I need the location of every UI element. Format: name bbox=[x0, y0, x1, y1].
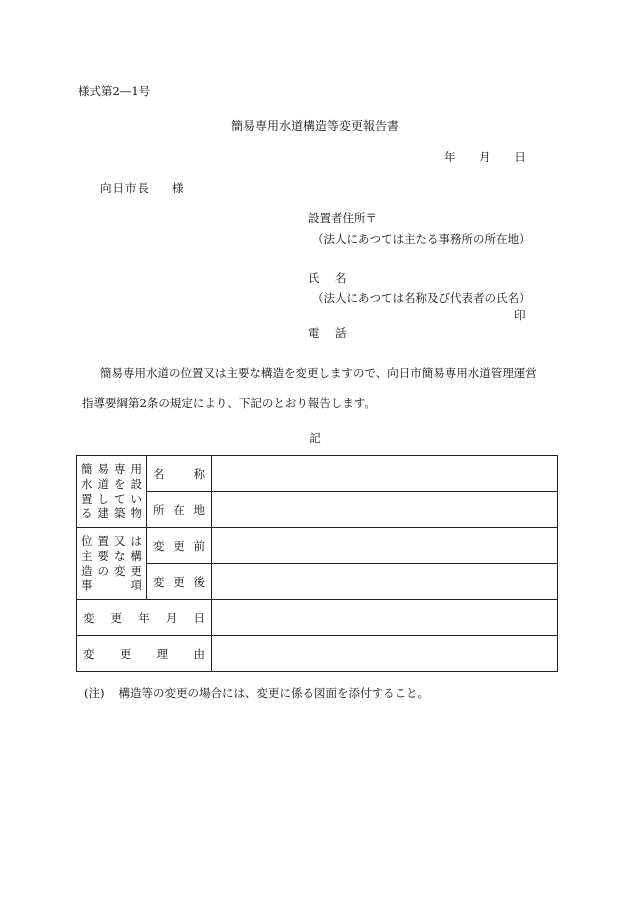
building-group-label: 簡易専用水道を設置している建築物 bbox=[77, 456, 147, 528]
table-row-reason bbox=[77, 636, 558, 672]
name-label-char: 称 bbox=[193, 466, 205, 481]
date-month: 月 bbox=[479, 150, 491, 164]
change-reason-value-cell[interactable] bbox=[212, 636, 558, 672]
after-label-char: 更 bbox=[173, 574, 185, 589]
before-value-cell[interactable] bbox=[212, 528, 558, 564]
note-text: 構造等の変更の場合には、変更に係る図面を添付すること。 bbox=[118, 686, 429, 700]
change-reason-char: 変 bbox=[83, 646, 95, 661]
table-row-after bbox=[77, 564, 558, 600]
table-row-before bbox=[77, 528, 558, 564]
reporter-address-label: 設置者住所〒 bbox=[308, 211, 377, 225]
detail-table bbox=[76, 455, 558, 672]
reporter-phone-label: 電 話 bbox=[308, 326, 349, 340]
body-text-line-1: 簡易専用水道の位置又は主要な構造を変更しますので、向日市簡易専用水道管理運営 bbox=[100, 366, 537, 380]
date-day: 日 bbox=[514, 150, 526, 164]
after-value-cell[interactable] bbox=[212, 564, 558, 600]
location-label-char: 所 bbox=[153, 502, 165, 517]
addressee-honorific: 様 bbox=[172, 181, 185, 195]
document-title: 簡易専用水道構造等変更報告書 bbox=[230, 119, 399, 133]
location-label-char: 地 bbox=[193, 502, 205, 517]
location-label bbox=[147, 492, 212, 528]
before-label-char: 前 bbox=[193, 538, 205, 553]
change-date-label bbox=[77, 600, 212, 636]
note-line bbox=[84, 688, 429, 700]
reporter-name-label: 氏 名 bbox=[308, 271, 349, 285]
location-value-cell[interactable] bbox=[212, 492, 558, 528]
ki-heading: 記 bbox=[309, 431, 321, 445]
addressee-name: 向日市長 bbox=[100, 181, 150, 195]
date-line bbox=[444, 152, 526, 164]
addressee bbox=[100, 183, 185, 195]
change-date-char: 日 bbox=[193, 610, 205, 625]
change-reason-char: 更 bbox=[119, 646, 132, 661]
after-label bbox=[147, 564, 212, 600]
name-label bbox=[147, 456, 212, 492]
body-text-line-2: 指導要綱第2条の規定により、下記のとおり報告します。 bbox=[82, 396, 376, 410]
name-label-char: 名 bbox=[153, 466, 165, 481]
change-date-char: 月 bbox=[165, 610, 178, 625]
change-date-value-cell[interactable] bbox=[212, 600, 558, 636]
date-year: 年 bbox=[444, 150, 456, 164]
reporter-address-note: （法人にあつては主たる事務所の所在地） bbox=[312, 232, 531, 246]
change-date-char: 更 bbox=[110, 610, 123, 625]
table-row-location bbox=[77, 492, 558, 528]
change-reason-char: 理 bbox=[156, 646, 169, 661]
change-reason-char: 由 bbox=[193, 646, 205, 661]
note-label: (注) bbox=[84, 686, 105, 700]
change-date-char: 年 bbox=[138, 610, 150, 625]
name-value-cell[interactable] bbox=[212, 456, 558, 492]
change-date-char: 変 bbox=[83, 610, 95, 625]
before-label bbox=[147, 528, 212, 564]
after-label-char: 変 bbox=[153, 574, 165, 589]
seal-mark: 印 bbox=[514, 308, 526, 322]
after-label-char: 後 bbox=[193, 574, 205, 589]
table-row-date bbox=[77, 600, 558, 636]
before-label-char: 変 bbox=[153, 538, 165, 553]
before-label-char: 更 bbox=[173, 538, 185, 553]
location-label-char: 在 bbox=[173, 502, 185, 517]
table-row-name bbox=[77, 456, 558, 492]
change-group-label: 位置又は主要な構造の変更事項 bbox=[77, 528, 147, 600]
reporter-name-note: （法人にあつては名称及び代表者の氏名） bbox=[312, 291, 531, 305]
change-reason-label bbox=[77, 636, 212, 672]
form-number: 様式第2―1号 bbox=[78, 84, 151, 98]
